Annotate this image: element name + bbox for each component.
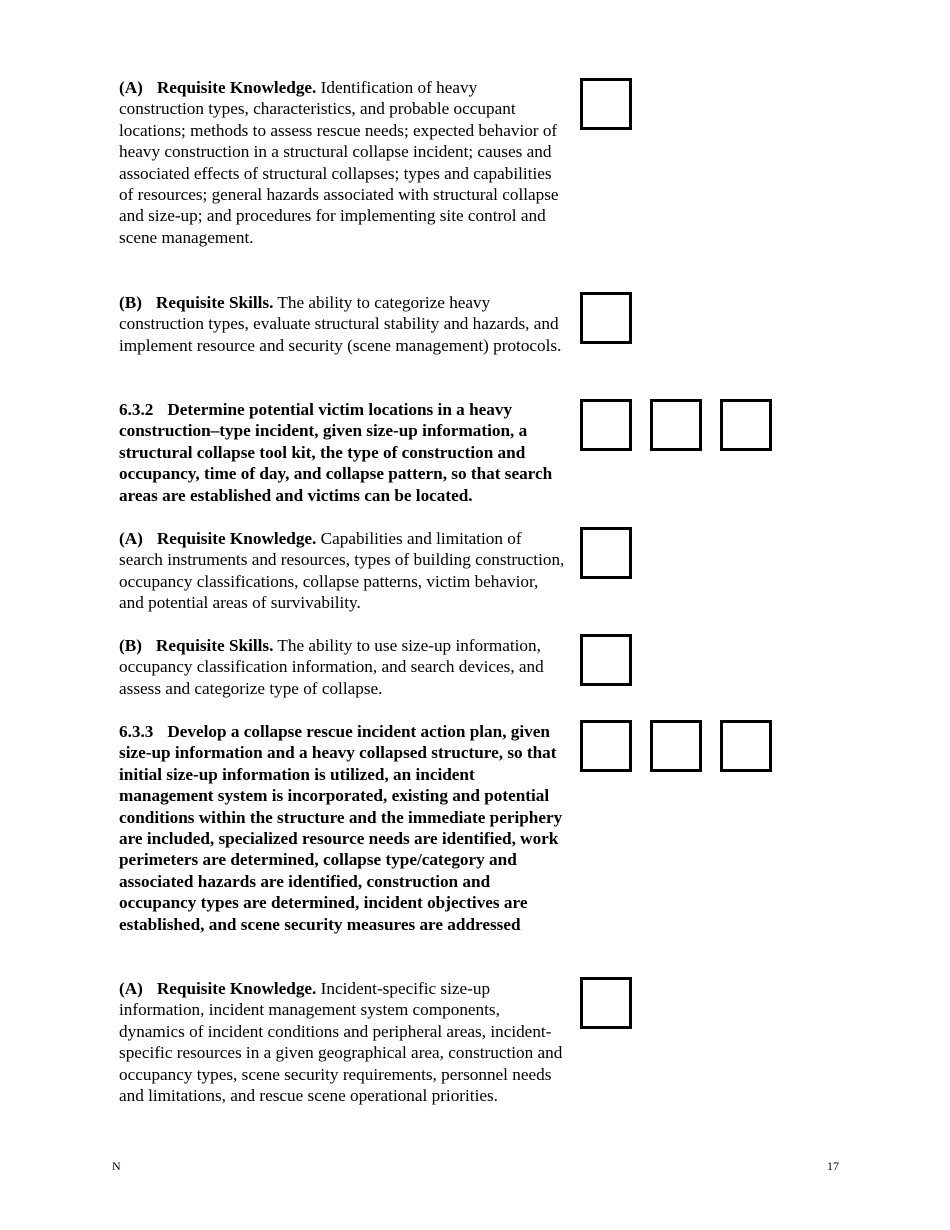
checkbox[interactable] — [720, 720, 772, 772]
paragraph-marker: (A) — [119, 78, 143, 97]
paragraph-heading: Requisite Knowledge. — [156, 979, 317, 998]
checkbox[interactable] — [580, 634, 632, 686]
section-number: 6.3.2 — [119, 400, 154, 419]
paragraph-skills-1 — [119, 292, 566, 356]
checkbox[interactable] — [580, 527, 632, 579]
paragraph-marker: (A) — [119, 529, 143, 548]
checkbox[interactable] — [650, 720, 702, 772]
footer-left-label: N — [112, 1159, 121, 1173]
checkbox[interactable] — [580, 78, 632, 130]
checkbox[interactable] — [580, 720, 632, 772]
paragraph-text: The ability to use size-up information, occupancy classification information, and search devices, and assess and categorize type of collapse. — [119, 636, 544, 698]
section-6-3-2 — [119, 399, 566, 506]
paragraph-knowledge-2 — [119, 528, 566, 614]
checkbox[interactable] — [580, 292, 632, 344]
paragraph-marker: (A) — [119, 979, 143, 998]
section-6-3-3 — [119, 721, 566, 935]
paragraph-skills-2 — [119, 635, 566, 699]
paragraph-knowledge-3 — [119, 978, 566, 1106]
paragraph-heading: Requisite Skills. — [155, 636, 274, 655]
paragraph-knowledge-1 — [119, 77, 566, 248]
paragraph-marker: (B) — [119, 636, 142, 655]
paragraph-text: Identification of heavy construction types, characteristics, and probable occupant locations; methods to assess rescue needs; expected behavior of heavy construction in a structural collapse incident; causes and associated effects of structural collapses; types and capabilities of resources; general hazards associated with structural collapse and size-up; and procedures for implementing site control and scene management. — [119, 78, 559, 247]
section-text: Develop a collapse rescue incident action plan, given size-up information and a heavy collapsed structure, so that initial size-up information is utilized, an incident management system is incorporated, existing and potential conditions within the structure and the immediate periphery are included, specialized resource needs are identified, work perimeters are determined, collapse type/category and associated hazards are identified, construction and occupancy types are determined, incident objectives are established, and scene security measures are addressed — [119, 722, 563, 934]
paragraph-marker: (B) — [119, 293, 142, 312]
paragraph-text: Incident-specific size-up information, incident management system components, dynamics of incident conditions and peripheral areas, incident-specific resources in a given geographical area, construction and occupancy types, scene security requirements, personnel needs and limitations, and rescue scene operational priorities. — [119, 979, 563, 1106]
paragraph-text: The ability to categorize heavy construction types, evaluate structural stability and hazards, and implement resource and security (scene management) protocols. — [119, 293, 562, 355]
checkbox[interactable] — [720, 399, 772, 451]
checkbox[interactable] — [580, 399, 632, 451]
paragraph-heading: Requisite Knowledge. — [156, 529, 317, 548]
checkbox[interactable] — [650, 399, 702, 451]
paragraph-heading: Requisite Knowledge. — [156, 78, 317, 97]
section-number: 6.3.3 — [119, 722, 154, 741]
section-text: Determine potential victim locations in a heavy construction–type incident, given size-up information, a structural collapse tool kit, the type of construction and occupancy, time of day, and collapse pattern, so that search areas are established and victims can be located. — [119, 400, 553, 505]
paragraph-text: Capabilities and limitation of search instruments and resources, types of building construction, occupancy classifications, collapse patterns, victim behavior, and potential areas of survivability. — [119, 529, 565, 613]
page-number: 17 — [827, 1159, 839, 1173]
checkbox[interactable] — [580, 977, 632, 1029]
paragraph-heading: Requisite Skills. — [155, 293, 274, 312]
